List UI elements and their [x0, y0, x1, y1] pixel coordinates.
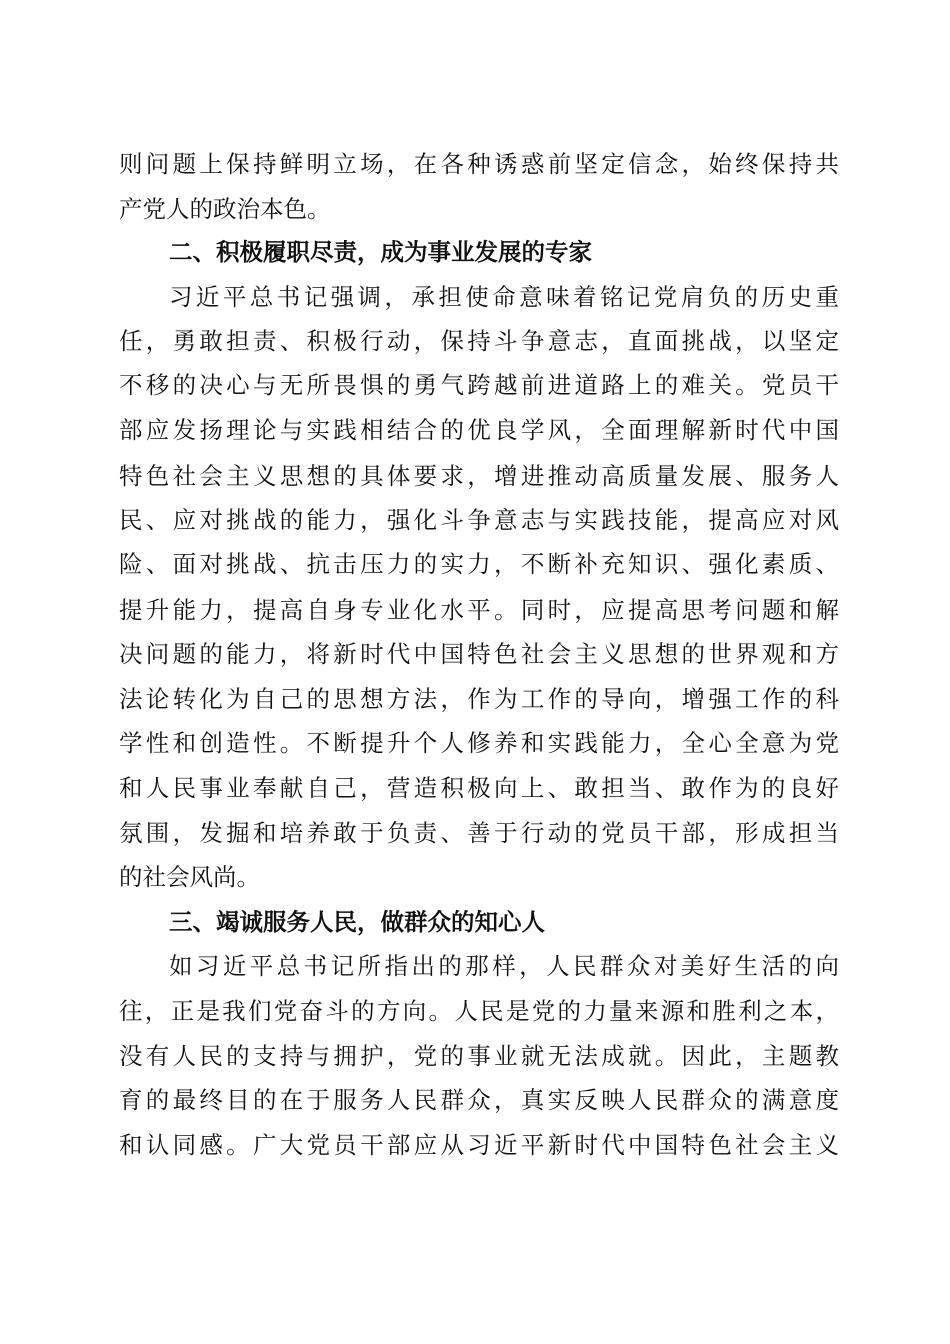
text-line: 法论转化为自己的思想方法，作为工作的导向，增强工作的科: [119, 685, 839, 713]
text-line: 和人民事业奉献自己，营造积极向上、敢担当、敢作为的良好: [119, 774, 839, 802]
text-line: 险、面对挑战、抗击压力的实力，不断补充知识、强化素质、: [119, 550, 839, 578]
text-line: 学性和创造性。不断提升个人修养和实践能力，全心全意为党: [119, 729, 839, 757]
section-heading-3: 三、竭诚服务人民，做群众的知心人: [169, 908, 545, 936]
text-line: 氛围，发掘和培养敢于负责、善于行动的党员干部，形成担当: [119, 819, 839, 847]
text-line: 如习近平总书记所指出的那样，人民群众对美好生活的向: [169, 952, 839, 980]
text-line: 民、应对挑战的能力，强化斗争意志与实践技能，提高应对风: [119, 506, 839, 534]
text-line: 部应发扬理论与实践相结合的优良学风，全面理解新时代中国: [119, 416, 839, 444]
text-line: 不移的决心与无所畏惧的勇气跨越前进道路上的难关。党员干: [119, 371, 839, 399]
section-heading-2: 二、积极履职尽责，成为事业发展的专家: [169, 238, 592, 266]
text-line: 则问题上保持鲜明立场，在各种诱惑前坚定信念，始终保持共: [119, 150, 839, 178]
text-line: 没有人民的支持与拥护，党的事业就无法成就。因此，主题教: [119, 1042, 839, 1070]
text-line: 产党人的政治本色。: [119, 195, 331, 223]
text-line: 育的最终目的在于服务人民群众，真实反映人民群众的满意度: [119, 1086, 839, 1114]
text-line: 往，正是我们党奋斗的方向。人民是党的力量来源和胜利之本，: [119, 997, 839, 1025]
text-line: 的社会风尚。: [119, 863, 260, 891]
text-line: 决问题的能力，将新时代中国特色社会主义思想的世界观和方: [119, 640, 839, 668]
text-line: 任，勇敢担责、积极行动，保持斗争意志，直面挑战，以坚定: [119, 327, 839, 355]
text-line: 和认同感。广大党员干部应从习近平新时代中国特色社会主义: [119, 1131, 839, 1159]
text-line: 提升能力，提高自身专业化水平。同时，应提高思考问题和解: [119, 596, 839, 624]
text-line: 特色社会主义思想的具体要求，增进推动高质量发展、服务人: [119, 462, 839, 490]
text-line: 习近平总书记强调，承担使命意味着铭记党肩负的历史重: [169, 283, 839, 311]
